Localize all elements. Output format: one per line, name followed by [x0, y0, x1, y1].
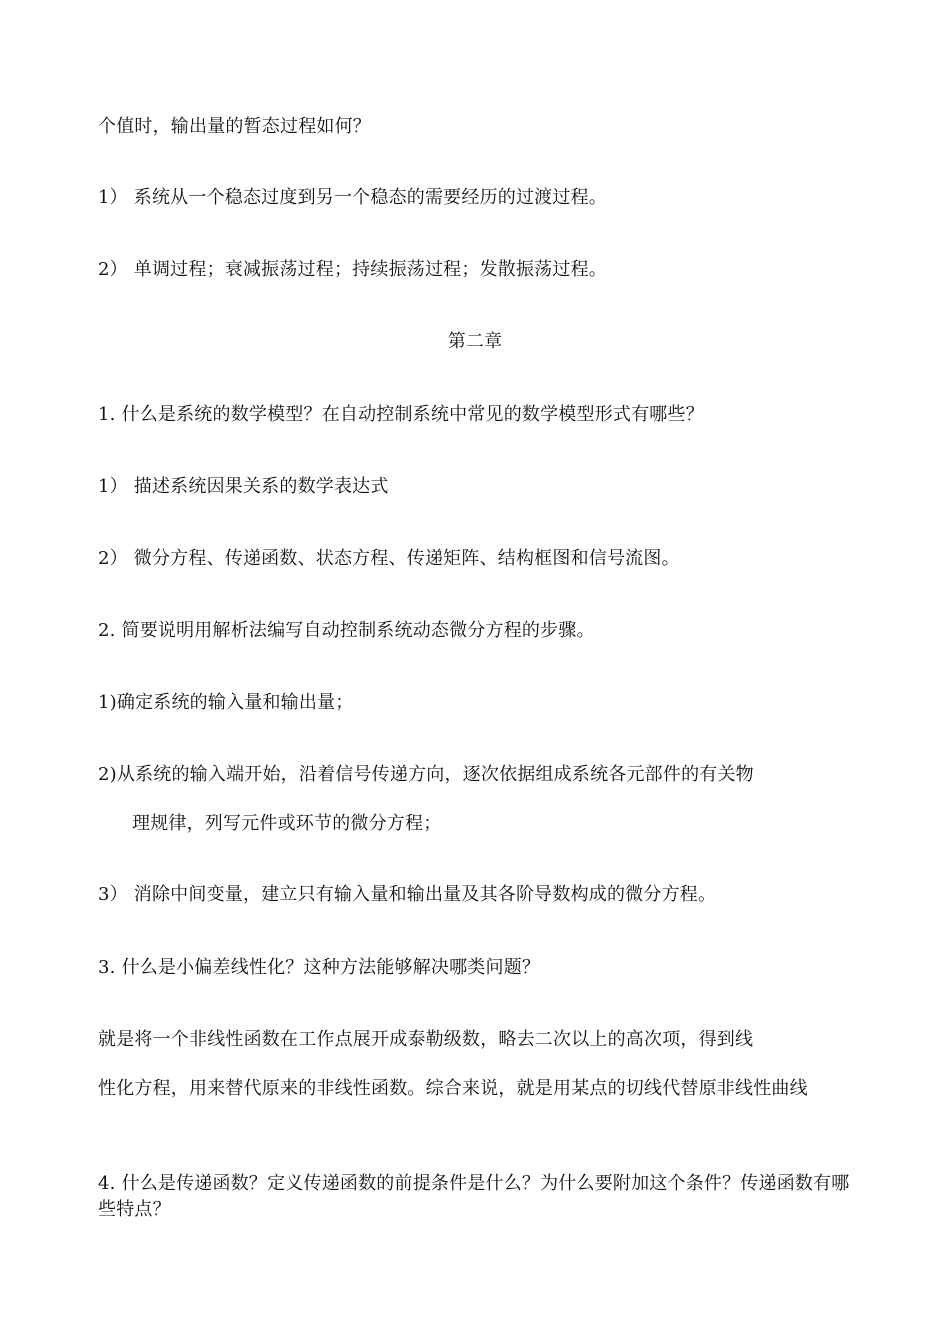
- paragraph-line: 性化方程，用来替代原来的非线性函数。综合来说，就是用某点的切线代替原非线性曲线: [98, 1078, 808, 1099]
- question-heading: 4. 什么是传递函数？定义传递函数的前提条件是什么？为什么要附加这个条件？传递函数有哪些特点？: [98, 1173, 850, 1220]
- chapter-heading: 第二章: [447, 331, 503, 352]
- text-line: 个值时，输出量的暂态过程如何？: [98, 116, 371, 137]
- list-item: 2） 单调过程；衰减振荡过程；持续振荡过程；发散振荡过程。: [98, 259, 607, 280]
- list-item: 2） 微分方程、传递函数、状态方程、传递矩阵、结构框图和信号流图。: [98, 548, 680, 569]
- list-item: 3） 消除中间变量，建立只有输入量和输出量及其各阶导数构成的微分方程。: [98, 884, 717, 905]
- list-item: 1） 描述系统因果关系的数学表达式: [98, 476, 389, 497]
- list-item: 1)确定系统的输入量和输出量；: [98, 692, 354, 713]
- list-item-continuation: 理规律，列写元件或环节的微分方程；: [132, 813, 442, 834]
- list-item: 1） 系统从一个稳态过度到另一个稳态的需要经历的过渡过程。: [98, 187, 607, 208]
- question-heading: 2. 简要说明用解析法编写自动控制系统动态微分方程的步骤。: [98, 620, 595, 641]
- question-heading: 3. 什么是小偏差线性化？这种方法能够解决哪类问题？: [98, 957, 541, 978]
- question-heading: 1. 什么是系统的数学模型？在自动控制系统中常见的数学模型形式有哪些？: [98, 404, 704, 425]
- paragraph-line: 就是将一个非线性函数在工作点展开成泰勒级数，略去二次以上的高次项，得到线: [98, 1029, 754, 1050]
- list-item: 2)从系统的输入端开始，沿着信号传递方向，逐次依据组成系统各元部件的有关物: [98, 764, 754, 785]
